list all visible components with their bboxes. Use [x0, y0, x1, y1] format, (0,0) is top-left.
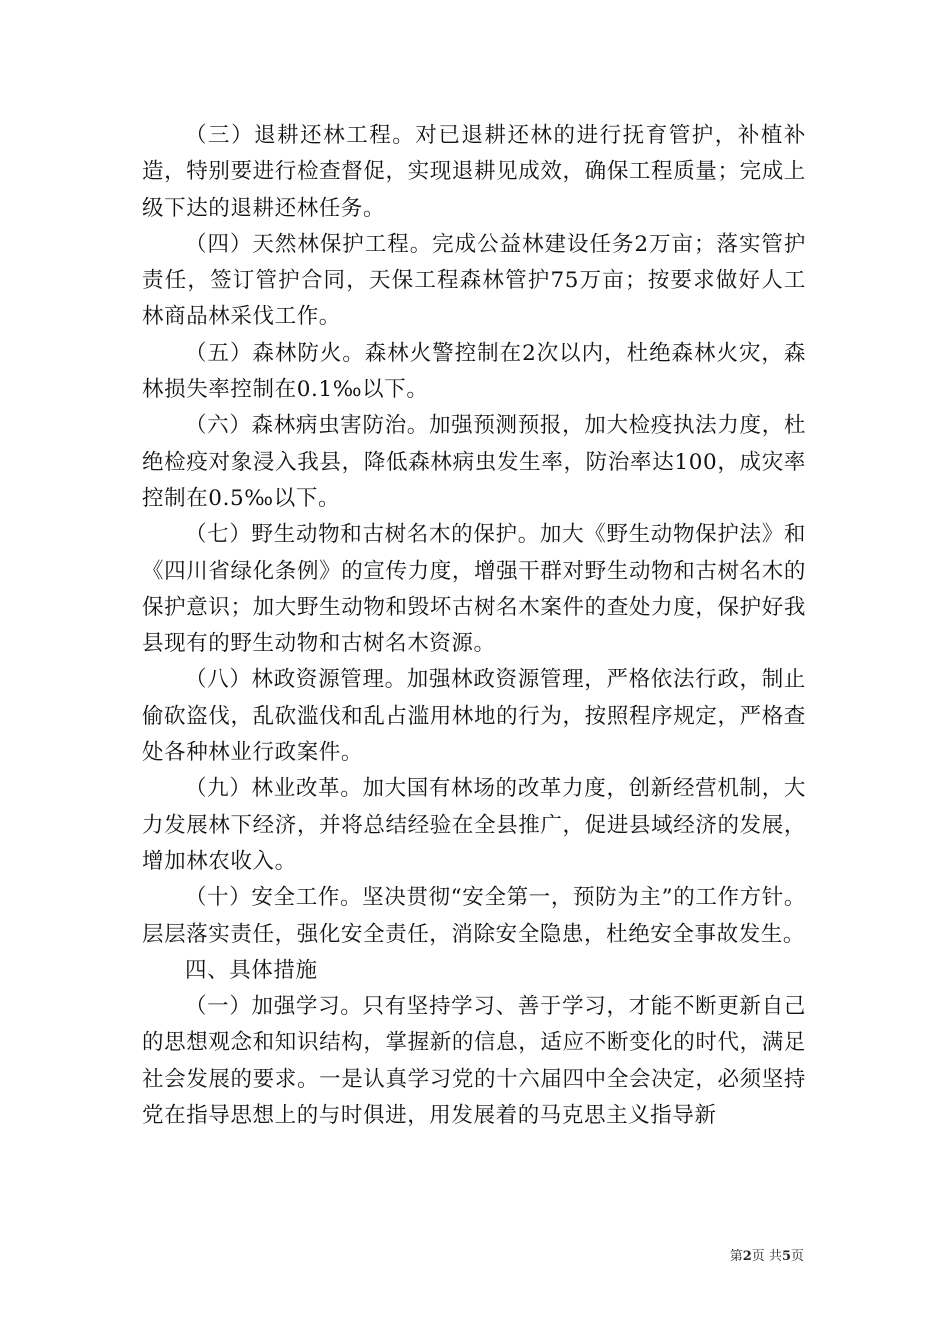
section-heading-juti-cuoshi: 四、具体措施 [185, 957, 318, 983]
paragraph-senlin-fanghuo: （五）森林防火。森林火警控制在2次以内，杜绝森林火灾，森林损失率控制在0.1‰以下。 [142, 340, 806, 403]
document-body [142, 118, 806, 1134]
paragraph-linzheng-ziyuan: （八）林政资源管理。加强林政资源管理，严格依法行政，制止偷砍盗伐，乱砍滥伐和乱占滥用林地的行为，按照程序规定，严格查处各种林业行政案件。 [142, 667, 806, 766]
paragraph-bingchonghai-fangzhi: （六）森林病虫害防治。加强预测预报，加大检疫执法力度，杜绝检疫对象浸入我县，降低森林病虫发生率，防治率达100，成灾率控制在0.5‰以下。 [142, 413, 806, 511]
paragraph-linye-gaige: （九）林业改革。加大国有林场的改革力度，创新经营机制，大力发展林下经济，并将总结经验在全县推广，促进县域经济的发展，增加林农收入。 [142, 776, 806, 874]
footer-middle: 页 共 [751, 1249, 782, 1264]
footer-current-page: 2 [742, 1249, 752, 1264]
paragraph-tuigeng-huanlin: （三）退耕还林工程。对已退耕还林的进行抚育管护，补植补造，特别要进行检查督促，实现退耕见成效，确保工程质量；完成上级下达的退耕还林任务。 [142, 123, 806, 221]
footer-suffix: 页 [790, 1249, 804, 1264]
footer-prefix: 第 [729, 1249, 743, 1264]
paragraph-tianranlin-baohu: （四）天然林保护工程。完成公益林建设任务2万亩；落实管护责任，签订管护合同，天保工程森林管护75万亩；按要求做好人工林商品林采伐工作。 [142, 231, 806, 330]
page-footer [730, 1248, 804, 1266]
paragraph-jiaqiang-xuexi: （一）加强学习。只有坚持学习、善于学习，才能不断更新自己的思想观念和知识结构，掌握新的信息，适应不断变化的时代，满足社会发展的要求。一是认真学习党的十六届四中全会决定，必须坚持党在指导思想上的与时俱进，用发展着的马克思主义指导新 [142, 994, 806, 1129]
paragraph-anquan-gongzuo: （十）安全工作。坚决贯彻“安全第一，预防为主”的工作方针。层层落实责任，强化安全责任，消除安全隐患，杜绝安全事故发生。 [142, 885, 806, 947]
footer-total-pages: 5 [781, 1249, 791, 1264]
paragraph-yesheng-dongwu: （七）野生动物和古树名木的保护。加大《野生动物保护法》和《四川省绿化条例》的宣传力度，增强干群对野生动物和古树名木的保护意识；加大野生动物和毁坏古树名木案件的查处力度，保护好我县现有的野生动物和古树名木资源。 [142, 522, 806, 657]
